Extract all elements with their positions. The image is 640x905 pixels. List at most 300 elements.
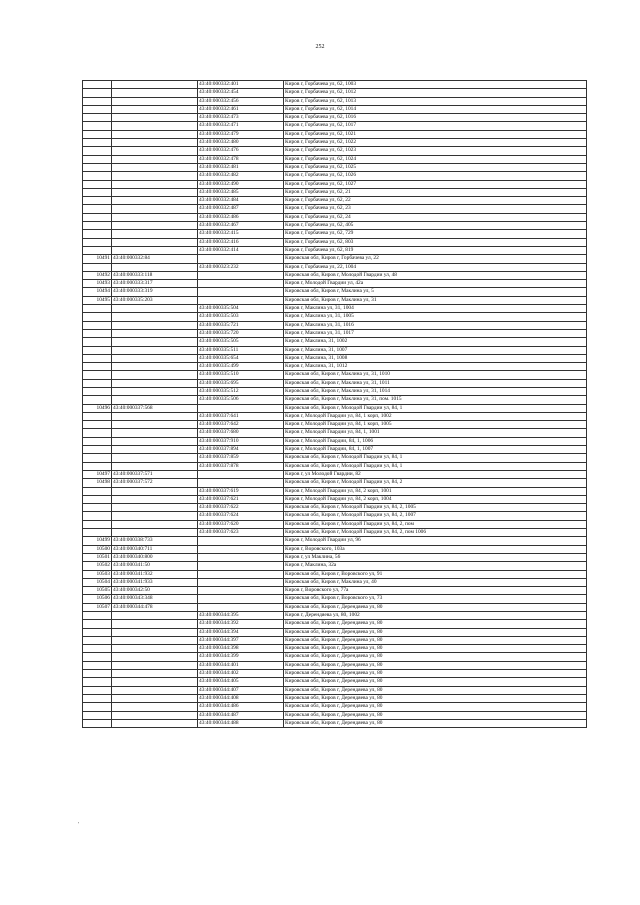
cell-row-number	[83, 246, 112, 254]
cell-parcel-number	[112, 454, 198, 462]
cell-premises-number: 43:40:000344:401	[198, 661, 284, 669]
cell-parcel-number	[112, 114, 198, 122]
cell-parcel-number: 43:40:000333:118	[112, 271, 198, 279]
cell-address: Кировская обл, Киров г, Дерендяева ул, 80	[284, 653, 587, 661]
table-row	[83, 429, 587, 437]
cell-premises-number: 43:40:000332:415	[198, 230, 284, 238]
cell-parcel-number	[112, 670, 198, 678]
cell-row-number	[83, 238, 112, 246]
cell-address: Киров г, Горбачева ул, 62, 23	[284, 205, 587, 213]
cell-parcel-number	[112, 645, 198, 653]
cell-premises-number: 43:40:000337:624	[198, 512, 284, 520]
cell-row-number	[83, 205, 112, 213]
cell-parcel-number	[112, 387, 198, 395]
cell-premises-number	[198, 404, 284, 412]
cell-address: Киров г, Маклина ул, 31, 1017	[284, 329, 587, 337]
cell-premises-number: 43:40:000332:487	[198, 205, 284, 213]
cell-row-number	[83, 686, 112, 694]
cell-row-number: 10496	[83, 404, 112, 412]
cell-address: Кировская обл, Киров г, Воровского ул, 91	[284, 570, 587, 578]
cell-premises-number: 43:40:000344:408	[198, 694, 284, 702]
cell-row-number	[83, 81, 112, 89]
cell-parcel-number: 43:40:000337:571	[112, 470, 198, 478]
table-row	[83, 670, 587, 678]
cell-parcel-number: 43:40:000337:568	[112, 404, 198, 412]
cell-premises-number	[198, 479, 284, 487]
table-row	[83, 97, 587, 105]
cell-row-number: 10491	[83, 255, 112, 263]
cell-premises-number: 43:40:000337:641	[198, 412, 284, 420]
cell-row-number	[83, 222, 112, 230]
cell-parcel-number	[112, 238, 198, 246]
cell-premises-number: 43:40:000335:503	[198, 313, 284, 321]
cell-address: Киров г, Молодой Гвардии ул, 84, 2 корп, 1004	[284, 495, 587, 503]
cell-row-number	[83, 620, 112, 628]
cell-row-number	[83, 105, 112, 113]
cell-premises-number: 43:40:000335:721	[198, 321, 284, 329]
cell-premises-number: 43:40:000337:619	[198, 487, 284, 495]
cell-premises-number: 43:40:000335:720	[198, 329, 284, 337]
cell-premises-number: 43:40:000332:485	[198, 188, 284, 196]
cell-address: Киров г, Горбачева ул, 62, 1022	[284, 139, 587, 147]
cell-address: Кировская обл, Киров г, Дерендяева ул, 80	[284, 628, 587, 636]
table-row	[83, 346, 587, 354]
cell-parcel-number	[112, 711, 198, 719]
cell-parcel-number	[112, 180, 198, 188]
cell-row-number: 10494	[83, 288, 112, 296]
cell-parcel-number	[112, 246, 198, 254]
cell-premises-number: 43:40:000332:480	[198, 139, 284, 147]
cell-row-number	[83, 338, 112, 346]
cell-premises-number	[198, 603, 284, 611]
cell-row-number	[83, 114, 112, 122]
cell-address: Кировская обл, Киров г, Дерендяева ул, 80	[284, 694, 587, 702]
cell-row-number	[83, 678, 112, 686]
table-row	[83, 520, 587, 528]
cell-row-number	[83, 172, 112, 180]
cell-premises-number: 43:40:000344:397	[198, 636, 284, 644]
cell-row-number: 10499	[83, 537, 112, 545]
table-row	[83, 271, 587, 279]
table-row	[83, 387, 587, 395]
cell-parcel-number	[112, 188, 198, 196]
cell-address: Киров г, Горбачева ул, 62, 22	[284, 197, 587, 205]
cell-address: Кировская обл, Киров г, Молодой Гвардии ул, 84, 2, пом	[284, 520, 587, 528]
cell-premises-number: 43:40:000337:680	[198, 429, 284, 437]
cell-premises-number: 43:40:000332:478	[198, 155, 284, 163]
cell-address: Киров г, Молодой Гвардии ул, 84, 1 корп, 1002	[284, 412, 587, 420]
cell-parcel-number	[112, 678, 198, 686]
cell-premises-number: 43:40:000332:479	[198, 130, 284, 138]
table-row	[83, 105, 587, 113]
cell-address: Киров г, Горбачева ул, 62, 1024	[284, 155, 587, 163]
table-row	[83, 686, 587, 694]
cell-row-number	[83, 180, 112, 188]
table-row	[83, 487, 587, 495]
cell-row-number	[83, 313, 112, 321]
cell-address: Киров г, Воровского ул, 77а	[284, 587, 587, 595]
cell-address: Киров г, Маклина ул, 31, 1004	[284, 305, 587, 313]
table-row	[83, 620, 587, 628]
cell-parcel-number	[112, 686, 198, 694]
cell-parcel-number	[112, 338, 198, 346]
cell-address: Кировская обл, Киров г, Дерендяева ул, 80	[284, 620, 587, 628]
table-row	[83, 504, 587, 512]
cell-premises-number: 43:40:000337:859	[198, 454, 284, 462]
table-row	[83, 412, 587, 420]
table-row	[83, 371, 587, 379]
cell-row-number: 10502	[83, 562, 112, 570]
cell-parcel-number	[112, 529, 198, 537]
cell-row-number	[83, 363, 112, 371]
cell-parcel-number	[112, 172, 198, 180]
table-row	[83, 612, 587, 620]
cell-premises-number: 43:40:000323:232	[198, 263, 284, 271]
cell-parcel-number	[112, 230, 198, 238]
cell-row-number	[83, 636, 112, 644]
table-row	[83, 512, 587, 520]
cell-address: Кировская обл, Киров г, Горбачева ул, 22	[284, 255, 587, 263]
cell-parcel-number	[112, 520, 198, 528]
cell-row-number	[83, 612, 112, 620]
cell-parcel-number	[112, 363, 198, 371]
cell-premises-number: 43:40:000332:401	[198, 81, 284, 89]
cell-parcel-number	[112, 139, 198, 147]
cell-address: Киров г, Горбачева ул, 22, 1004	[284, 263, 587, 271]
cell-premises-number: 43:40:000344:402	[198, 670, 284, 678]
table-row	[83, 230, 587, 238]
cell-row-number: 10503	[83, 570, 112, 578]
cell-parcel-number	[112, 213, 198, 221]
cell-parcel-number	[112, 379, 198, 387]
cell-parcel-number	[112, 719, 198, 727]
cell-parcel-number	[112, 504, 198, 512]
cell-address: Киров г, Горбачева ул, 62, 405	[284, 222, 587, 230]
cell-parcel-number	[112, 703, 198, 711]
cell-premises-number	[198, 570, 284, 578]
cell-address: Киров г, Горбачева ул, 62, 819	[284, 246, 587, 254]
cell-row-number	[83, 512, 112, 520]
table-row	[83, 628, 587, 636]
table-row	[83, 553, 587, 561]
cell-parcel-number: 43:40:000344:478	[112, 603, 198, 611]
table-row	[83, 172, 587, 180]
table-row	[83, 197, 587, 205]
table-row	[83, 653, 587, 661]
cell-row-number: 10501	[83, 553, 112, 561]
cell-address: Киров г, Горбачева ул, 62, 1026	[284, 172, 587, 180]
cell-premises-number: 43:40:000335:510	[198, 371, 284, 379]
cell-address: Киров г, Горбачева ул, 62, 1025	[284, 163, 587, 171]
cell-address: Кировская обл, Киров г, Маклина ул, 5	[284, 288, 587, 296]
table-row	[83, 122, 587, 130]
cell-address: Кировская обл, Киров г, Молодой Гвардии ул, 84, 1	[284, 462, 587, 470]
cell-address: Киров г, Горбачева ул, 62, 1012	[284, 89, 587, 97]
cell-parcel-number	[112, 628, 198, 636]
table-row	[83, 130, 587, 138]
table-row	[83, 163, 587, 171]
cell-parcel-number: 43:40:000341:933	[112, 578, 198, 586]
cell-parcel-number	[112, 371, 198, 379]
cell-row-number: 10495	[83, 296, 112, 304]
cell-address: Киров г, Маклина ул, 31, 1016	[284, 321, 587, 329]
table-row	[83, 313, 587, 321]
cell-parcel-number	[112, 122, 198, 130]
cell-address: Киров г, Маклина ул, 31, 1005	[284, 313, 587, 321]
cell-row-number	[83, 89, 112, 97]
cell-row-number	[83, 305, 112, 313]
cell-address: Киров г, Молодой Гвардии ул, 84, 2 корп, 1001	[284, 487, 587, 495]
cell-address: Киров г, Молодой Гвардии ул, 84, 1 корп, 1005	[284, 421, 587, 429]
cell-parcel-number	[112, 147, 198, 155]
table-row	[83, 404, 587, 412]
cell-premises-number: 43:40:000335:511	[198, 346, 284, 354]
cell-address: Киров г, Горбачева ул, 62, 1021	[284, 130, 587, 138]
cell-premises-number: 43:40:000337:910	[198, 437, 284, 445]
cell-parcel-number	[112, 462, 198, 470]
table-row	[83, 155, 587, 163]
cell-address: Кировская обл, Киров г, Дерендяева ул, 80	[284, 711, 587, 719]
cell-premises-number	[198, 280, 284, 288]
table-row	[83, 529, 587, 537]
cell-row-number	[83, 346, 112, 354]
cell-address: Кировская обл, Киров г, Молодой Гвардии ул, 84, 1	[284, 454, 587, 462]
cell-parcel-number	[112, 263, 198, 271]
table-row	[83, 139, 587, 147]
table-row	[83, 114, 587, 122]
cell-row-number	[83, 197, 112, 205]
table-row	[83, 321, 587, 329]
cell-row-number: 10497	[83, 470, 112, 478]
cell-address: Кировская обл, Киров г, Дерендяева ул, 80	[284, 661, 587, 669]
table-row	[83, 545, 587, 553]
cell-parcel-number	[112, 437, 198, 445]
cell-premises-number: 43:40:000344:398	[198, 645, 284, 653]
cell-premises-number: 43:40:000335:505	[198, 338, 284, 346]
cell-address: Кировская обл, Киров г, Маклина ул, 31, пом. 1015	[284, 396, 587, 404]
cell-row-number	[83, 354, 112, 362]
cell-address: Кировская обл, Киров г, Дерендяева ул, 80	[284, 719, 587, 727]
table-row	[83, 81, 587, 89]
cell-address: Кировская обл, Киров г, Дерендяева ул, 80	[284, 603, 587, 611]
cell-premises-number: 43:40:000332:471	[198, 122, 284, 130]
table-row	[83, 470, 587, 478]
cell-address: Киров г, Молодой Гвардии ул, 84, 1, 1001	[284, 429, 587, 437]
cell-parcel-number: 43:40:000332:84	[112, 255, 198, 263]
cell-premises-number	[198, 562, 284, 570]
cell-premises-number: 43:40:000344:487	[198, 711, 284, 719]
cell-parcel-number: 43:40:000337:572	[112, 479, 198, 487]
cell-row-number	[83, 421, 112, 429]
cell-row-number	[83, 429, 112, 437]
table-row	[83, 89, 587, 97]
cell-premises-number: 43:40:000337:878	[198, 462, 284, 470]
cell-row-number	[83, 462, 112, 470]
cell-address: Кировская обл, Киров г, Воровского ул, 73	[284, 595, 587, 603]
cell-address: Киров г, Горбачева ул, 62, 1016	[284, 114, 587, 122]
cell-parcel-number	[112, 89, 198, 97]
table-row	[83, 437, 587, 445]
cell-row-number	[83, 719, 112, 727]
cell-address: Киров г, Воровского, 103а	[284, 545, 587, 553]
cell-row-number: 10507	[83, 603, 112, 611]
cell-address: Киров г, Маклина, 31, 1008	[284, 354, 587, 362]
cell-row-number	[83, 520, 112, 528]
cell-premises-number	[198, 545, 284, 553]
cell-address: Кировская обл, Киров г, Маклина ул, 40	[284, 578, 587, 586]
cell-premises-number	[198, 537, 284, 545]
cell-parcel-number	[112, 429, 198, 437]
cell-parcel-number	[112, 694, 198, 702]
cell-parcel-number	[112, 421, 198, 429]
cell-parcel-number	[112, 446, 198, 454]
cell-row-number	[83, 387, 112, 395]
cell-premises-number: 43:40:000344:399	[198, 653, 284, 661]
cell-premises-number: 43:40:000332:473	[198, 114, 284, 122]
table-row	[83, 537, 587, 545]
cell-parcel-number	[112, 620, 198, 628]
cell-premises-number: 43:40:000335:504	[198, 305, 284, 313]
cell-parcel-number: 43:40:000340:711	[112, 545, 198, 553]
table-row	[83, 462, 587, 470]
cell-premises-number: 43:40:000332:454	[198, 89, 284, 97]
page-edge-mark: '	[78, 822, 80, 828]
cell-parcel-number	[112, 163, 198, 171]
cell-address: Кировская обл, Киров г, Дерендяева ул, 80	[284, 645, 587, 653]
cell-address: Кировская обл, Киров г, Молодой Гвардии ул, 84, 2, 1005	[284, 504, 587, 512]
table-row	[83, 479, 587, 487]
cell-address: Киров г, Горбачева ул, 62, 21	[284, 188, 587, 196]
cell-parcel-number	[112, 313, 198, 321]
cell-address: Киров г, Горбачева ул, 62, 1027	[284, 180, 587, 188]
cell-premises-number: 43:40:000332:481	[198, 163, 284, 171]
cell-parcel-number: 43:40:000333:317	[112, 280, 198, 288]
cell-parcel-number	[112, 354, 198, 362]
cell-row-number	[83, 130, 112, 138]
cell-premises-number: 43:40:000344:395	[198, 612, 284, 620]
cell-premises-number: 43:40:000332:461	[198, 105, 284, 113]
cell-row-number	[83, 653, 112, 661]
table-row	[83, 396, 587, 404]
table-row	[83, 711, 587, 719]
table-row	[83, 305, 587, 313]
cell-premises-number: 43:40:000335:499	[198, 363, 284, 371]
cell-address: Кировская обл, Киров г, Молодой Гвардии ул, 84, 1	[284, 404, 587, 412]
cell-address: Киров г, Молодой Гвардии, 84, 1, 1007	[284, 446, 587, 454]
cell-address: Киров г, Горбачева ул, 62, 1003	[284, 81, 587, 89]
table-row	[83, 603, 587, 611]
table-row	[83, 694, 587, 702]
table-row	[83, 570, 587, 578]
cell-parcel-number: 43:40:000338:733	[112, 537, 198, 545]
table-row	[83, 329, 587, 337]
cell-premises-number: 43:40:000332:414	[198, 246, 284, 254]
cell-address: Киров г, Дерендяева ул, 80, 1002	[284, 612, 587, 620]
cell-address: Кировская обл, Киров г, Дерендяева ул, 80	[284, 678, 587, 686]
cell-parcel-number	[112, 197, 198, 205]
cell-premises-number	[198, 595, 284, 603]
table-row	[83, 587, 587, 595]
table-row	[83, 147, 587, 155]
cell-address: Киров г, Горбачева ул, 62, 1017	[284, 122, 587, 130]
cell-parcel-number	[112, 321, 198, 329]
cell-premises-number: 43:40:000335:506	[198, 396, 284, 404]
cell-row-number	[83, 694, 112, 702]
cell-address: Кировская обл, Киров г, Маклина ул, 31	[284, 296, 587, 304]
cell-address: Кировская обл, Киров г, Маклина ул, 31, 1014	[284, 387, 587, 395]
cell-row-number	[83, 711, 112, 719]
cell-row-number	[83, 163, 112, 171]
cell-premises-number	[198, 255, 284, 263]
cell-address: Кировская обл, Киров г, Молодой Гвардии ул, 84, 2, пом 1006	[284, 529, 587, 537]
cell-parcel-number	[112, 97, 198, 105]
cell-row-number	[83, 122, 112, 130]
cell-row-number	[83, 396, 112, 404]
cell-premises-number	[198, 271, 284, 279]
table-row	[83, 379, 587, 387]
cell-address: Кировская обл, Киров г, Дерендяева ул, 80	[284, 703, 587, 711]
cell-row-number	[83, 446, 112, 454]
page-number: 252	[315, 44, 325, 50]
cell-row-number: 10500	[83, 545, 112, 553]
table-row	[83, 703, 587, 711]
cell-address: Киров г, Горбачева ул, 62, 729	[284, 230, 587, 238]
table-row	[83, 280, 587, 288]
cell-row-number: 10492	[83, 271, 112, 279]
cell-parcel-number	[112, 396, 198, 404]
cell-premises-number: 43:40:000344:392	[198, 620, 284, 628]
cell-premises-number: 43:40:000344:486	[198, 703, 284, 711]
cell-row-number	[83, 504, 112, 512]
cell-premises-number: 43:40:000337:623	[198, 529, 284, 537]
cell-row-number: 10493	[83, 280, 112, 288]
table-row	[83, 578, 587, 586]
cell-row-number	[83, 437, 112, 445]
table-row	[83, 454, 587, 462]
cell-parcel-number	[112, 487, 198, 495]
cell-premises-number: 43:40:000337:894	[198, 446, 284, 454]
table-row	[83, 636, 587, 644]
cell-address: Кировская обл, Киров г, Дерендяева ул, 80	[284, 636, 587, 644]
cell-premises-number: 43:40:000332:486	[198, 213, 284, 221]
table-row	[83, 255, 587, 263]
table-row	[83, 678, 587, 686]
cell-premises-number	[198, 288, 284, 296]
cell-parcel-number	[112, 329, 198, 337]
table-row	[83, 288, 587, 296]
cell-address: Кировская обл, Киров г, Молодой Гвардии ул, 84, 2, 1007	[284, 512, 587, 520]
cell-row-number	[83, 628, 112, 636]
cell-parcel-number: 43:40:000342:50	[112, 587, 198, 595]
cell-address: Киров г, ул Молодой Гвардии, 82	[284, 470, 587, 478]
cell-parcel-number	[112, 636, 198, 644]
cell-row-number	[83, 321, 112, 329]
cell-address: Киров г, Горбачева ул, 62, 1023	[284, 147, 587, 155]
cell-row-number	[83, 703, 112, 711]
cell-address: Киров г, Молодой Гвардии ул, 42а	[284, 280, 587, 288]
cell-row-number	[83, 263, 112, 271]
cell-address: Киров г, Маклина, 32а	[284, 562, 587, 570]
cell-premises-number	[198, 578, 284, 586]
cell-premises-number: 43:40:000332:467	[198, 222, 284, 230]
cell-premises-number: 43:40:000332:490	[198, 180, 284, 188]
cell-parcel-number	[112, 346, 198, 354]
cell-address: Кировская обл, Киров г, Молодой Гвардии ул, 48	[284, 271, 587, 279]
cell-premises-number: 43:40:000332:476	[198, 147, 284, 155]
table-row	[83, 595, 587, 603]
cell-parcel-number	[112, 661, 198, 669]
cell-parcel-number	[112, 155, 198, 163]
